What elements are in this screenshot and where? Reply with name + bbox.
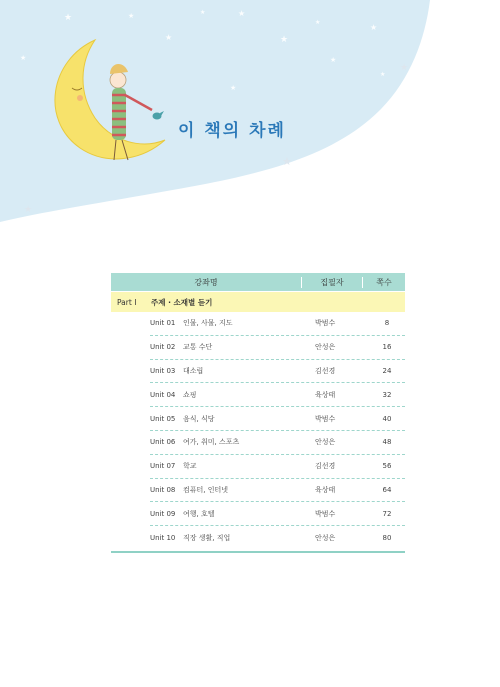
svg-text:★: ★: [330, 56, 337, 64]
unit-author: 안성은: [315, 343, 336, 352]
unit-page: 56: [382, 462, 392, 471]
table-row[interactable]: [150, 526, 405, 549]
unit-number: Unit 09: [150, 509, 176, 518]
table-row[interactable]: [150, 431, 405, 455]
table-bottom-rule: [111, 551, 405, 553]
svg-text:★: ★: [400, 63, 409, 73]
svg-text:★: ★: [64, 13, 73, 23]
table-row[interactable]: [150, 312, 405, 336]
unit-title: 직장 생활, 직업: [183, 533, 231, 542]
unit-page: 8: [384, 319, 390, 328]
part-title: 주제 · 소재별 듣기: [151, 297, 213, 307]
unit-number: Unit 08: [150, 485, 176, 494]
unit-title: 대소립: [183, 366, 204, 375]
table-row[interactable]: [150, 383, 405, 407]
header-author: 집필자: [320, 277, 344, 287]
unit-number: Unit 03: [150, 366, 176, 375]
svg-text:★: ★: [282, 155, 292, 168]
unit-title: 여가, 취미, 스포츠: [183, 438, 240, 447]
svg-text:★: ★: [380, 71, 386, 78]
unit-author: 박범수: [315, 509, 336, 518]
unit-title: 여행, 호텔: [183, 509, 215, 518]
table-header: [111, 273, 405, 291]
svg-text:★: ★: [230, 84, 237, 92]
unit-title: 컴퓨터, 인터넷: [183, 485, 229, 494]
unit-author: 육상태: [315, 390, 336, 399]
unit-author: 김선경: [315, 366, 336, 375]
svg-text:★: ★: [200, 9, 206, 16]
svg-text:★: ★: [20, 54, 27, 62]
table-of-contents: [111, 273, 405, 553]
svg-text:★: ★: [24, 205, 33, 215]
unit-author: 육상태: [315, 485, 336, 494]
svg-text:★: ★: [128, 12, 135, 20]
unit-author: 박범수: [315, 319, 336, 328]
unit-title: 음식, 식당: [183, 414, 215, 423]
svg-text:★: ★: [280, 35, 289, 45]
svg-text:★: ★: [165, 33, 173, 42]
unit-title: 학교: [183, 462, 197, 471]
unit-page: 64: [382, 485, 392, 494]
unit-title: 교통 수단: [183, 343, 213, 352]
svg-text:★: ★: [370, 23, 378, 32]
unit-number: Unit 07: [150, 462, 176, 471]
unit-title: 쇼핑: [183, 390, 197, 399]
table-row[interactable]: [150, 455, 405, 479]
unit-page: 32: [382, 390, 392, 399]
unit-title: 인물, 사물, 지도: [183, 319, 233, 328]
unit-page: 48: [382, 438, 392, 447]
header-pages: 쪽수: [376, 277, 392, 287]
unit-number: Unit 04: [150, 390, 176, 399]
table-row[interactable]: [150, 336, 405, 360]
unit-page: 40: [382, 414, 392, 423]
part-row: [111, 292, 405, 312]
table-row[interactable]: [150, 407, 405, 431]
unit-number: Unit 05: [150, 414, 176, 423]
unit-page: 24: [382, 366, 392, 375]
page-title: 이 책의 차례: [178, 121, 286, 141]
unit-author: 안성은: [315, 533, 336, 542]
unit-author: 안성은: [315, 438, 336, 447]
unit-list: [111, 312, 405, 549]
table-row[interactable]: [150, 360, 405, 384]
unit-page: 80: [382, 533, 392, 542]
unit-page: 16: [382, 343, 392, 352]
table-row[interactable]: [150, 479, 405, 503]
header-lecture: 강좌명: [194, 277, 218, 287]
table-row[interactable]: [150, 502, 405, 526]
part-number: Part Ⅰ: [117, 297, 137, 307]
unit-author: 김선경: [315, 462, 336, 471]
unit-number: Unit 10: [150, 533, 176, 542]
svg-text:★: ★: [238, 9, 246, 18]
unit-page: 72: [382, 509, 392, 518]
svg-text:★: ★: [315, 19, 321, 26]
unit-number: Unit 01: [150, 319, 176, 328]
unit-author: 박범수: [315, 414, 336, 423]
unit-number: Unit 06: [150, 438, 176, 447]
unit-number: Unit 02: [150, 343, 176, 352]
